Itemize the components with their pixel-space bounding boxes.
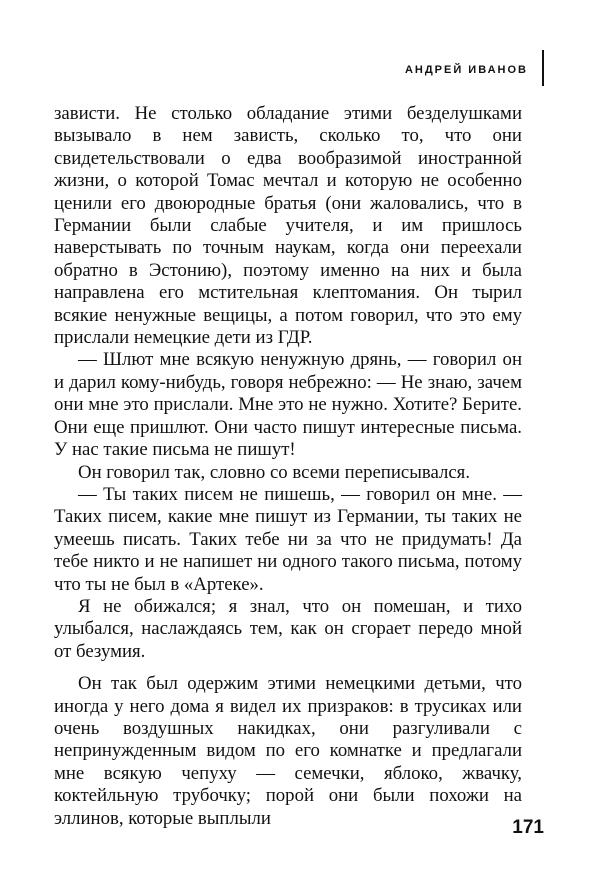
- header-rule: [542, 50, 544, 86]
- page-number: 171: [512, 817, 544, 838]
- paragraph-dialogue-2: — Ты таких писем не пишешь, — говорил он мне. — Таких писем, какие мне пишут из Германии, ты таких не умеешь писать. Таких тебе ни за что не придумать! Да тебе никто и не напишет ни одного такого письма, потому что ты не был в «Артеке».: [54, 483, 522, 595]
- paragraph-narration-3: Он так был одержим этими немецкими детьми, что иногда у него дома я видел их призраков: в трусиках или очень воздушных накидках, они разгуливали с непринужденным видом по его комнатке и предлагали мне всякую чепуху — семечки, яблоко, жвачку, коктейльную трубочку; порой они были похожи на эллинов, которые выплыли: [54, 673, 522, 829]
- paragraph-narration-2: Я не обижался; я знал, что он помешан, и тихо улыбался, наслаждаясь тем, как он сгорает передо мной от безумия.: [54, 595, 522, 662]
- paragraph-dialogue-1: — Шлют мне всякую ненужную дрянь, — говорил он и дарил кому-нибудь, говоря небрежно: — Не знаю, зачем они мне это прислали. Мне это не нужно. Хотите? Берите. Они еще пришлют. Они часто пишут интересные письма. У нас такие письма не пишут!: [54, 349, 522, 461]
- body-text: [54, 103, 522, 830]
- paragraph-continuation: зависти. Не столько обладание этими безделушками вызывало в нем зависть, сколько то, что они свидетельствовали о едва вообразимой иностранной жизни, о которой Томас мечтал и которую не особенно ценили его двоюродные братья (они жаловались, что в Германии были слабые учителя, и им пришлось наверстывать по точным наукам, когда они переехали обратно в Эстонию), поэтому именно на них и была направлена его мстительная клептомания. Он тырил всякие ненужные вещицы, а потом говорил, что это ему прислали немецкие дети из ГДР.: [54, 103, 522, 349]
- paragraph-narration-1: Он говорил так, словно со всеми переписывался.: [78, 461, 471, 483]
- running-header: АНДРЕЙ ИВАНОВ: [404, 64, 528, 76]
